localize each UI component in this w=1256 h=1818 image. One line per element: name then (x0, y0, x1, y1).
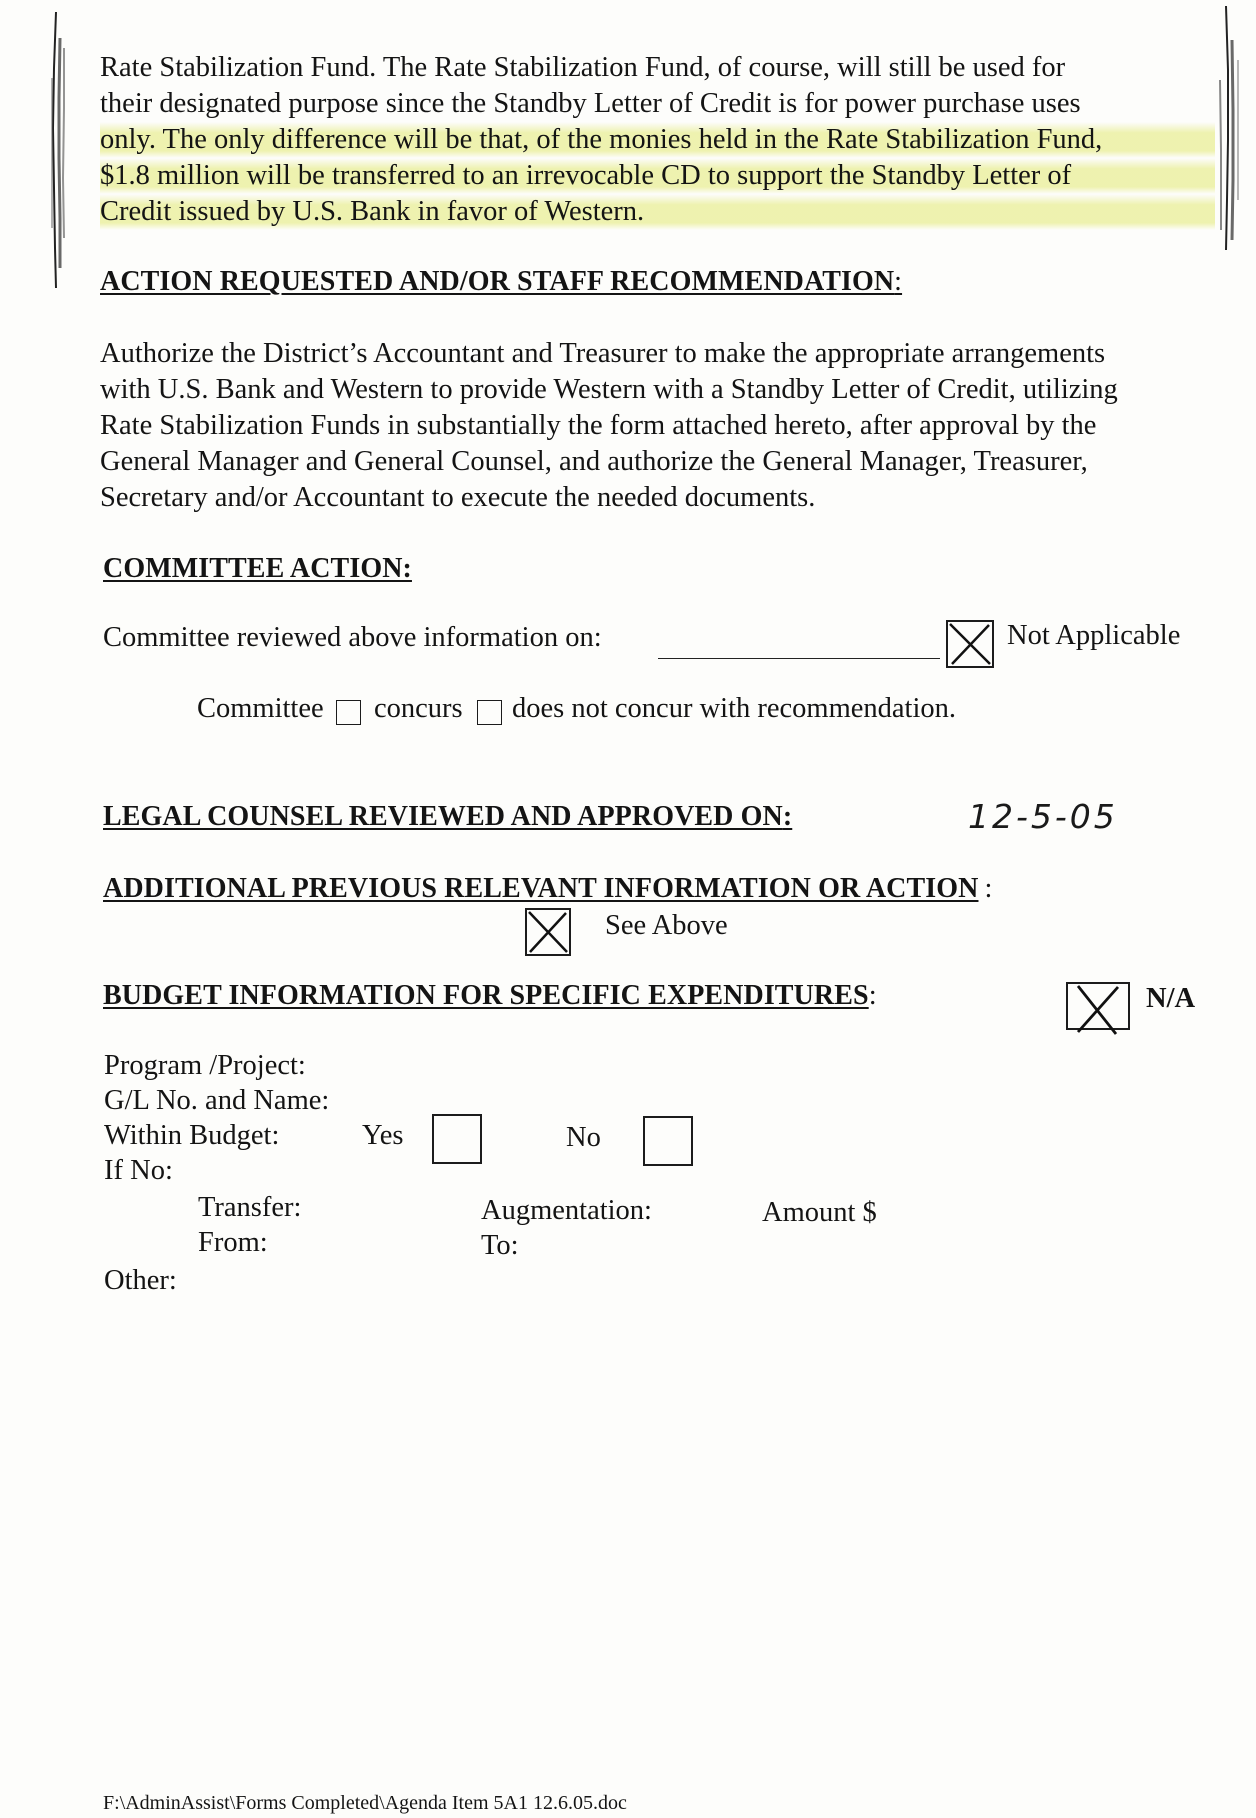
committee-reviewed-label: Committee reviewed above information on: (103, 622, 602, 653)
na-checkbox[interactable] (1066, 982, 1130, 1030)
committee-action-heading: COMMITTEE ACTION: (103, 553, 412, 584)
intro-line-1: Rate Stabilization Fund. The Rate Stabilization Fund, of course, will still be used for (100, 52, 1066, 83)
legal-counsel-heading-colon: : (782, 801, 793, 832)
see-above-label: See Above (605, 910, 728, 941)
budget-heading: BUDGET INFORMATION FOR SPECIFIC EXPENDITURES (103, 980, 869, 1011)
na-label: N/A (1146, 983, 1196, 1014)
committee-label: Committee (197, 693, 324, 724)
gl-label: G/L No. and Name: (104, 1085, 330, 1116)
intro-line-2: their designated purpose since the Standby Letter of Credit is for power purchase uses (100, 88, 1081, 119)
action-requested-heading-colon: : (894, 266, 903, 297)
legal-counsel-heading-row (103, 801, 792, 833)
action-requested-paragraph (100, 336, 1220, 516)
from-label: From: (198, 1227, 268, 1258)
x-mark-icon (948, 622, 992, 666)
not-applicable-label: Not Applicable (1007, 620, 1181, 651)
additional-info-heading-row (103, 873, 992, 905)
committee-blank-checkbox[interactable] (336, 700, 361, 725)
program-project-label: Program /Project: (104, 1050, 306, 1081)
additional-info-heading: ADDITIONAL PREVIOUS RELEVANT INFORMATION OR ACTION (103, 873, 979, 904)
other-label: Other: (104, 1265, 177, 1296)
augmentation-label: Augmentation: (481, 1195, 652, 1226)
budget-heading-row (103, 980, 877, 1012)
yes-label: Yes (362, 1120, 404, 1151)
footer-file-path: F:\AdminAssist\Forms Completed\Agenda Item 5A1 12.6.05.doc (103, 1792, 627, 1814)
intro-line-3: only. The only difference will be that, of the monies held in the Rate Stabilization Fund, (100, 122, 1215, 158)
action-line-4: General Manager and General Counsel, and authorize the General Manager, Treasurer, (100, 446, 1088, 477)
intro-line-5: Credit issued by U.S. Bank in favor of Western. (100, 194, 1215, 230)
action-line-2: with U.S. Bank and Western to provide Western with a Standby Letter of Credit, utilizing (100, 374, 1118, 405)
budget-heading-colon: : (868, 980, 877, 1011)
action-line-5: Secretary and/or Accountant to execute the needed documents. (100, 482, 816, 513)
not-applicable-checkbox[interactable] (946, 620, 994, 668)
action-requested-heading: ACTION REQUESTED AND/OR STAFF RECOMMENDATION (100, 266, 895, 297)
additional-info-heading-colon: : (984, 873, 993, 904)
no-label: No (566, 1122, 601, 1153)
concurs-label: concurs (374, 693, 463, 724)
action-requested-heading-row (100, 266, 902, 298)
intro-paragraph (100, 50, 1220, 230)
committee-reviewed-date-line[interactable] (658, 658, 940, 659)
x-mark-icon (1068, 984, 1128, 1036)
does-not-concur-label: does not concur with recommendation. (512, 693, 957, 724)
x-mark-icon (527, 910, 569, 954)
action-line-3: Rate Stabilization Funds in substantially the form attached hereto, after approval by the (100, 410, 1097, 441)
within-budget-yes-checkbox[interactable] (432, 1114, 482, 1164)
intro-line-4: $1.8 million will be transferred to an irrevocable CD to support the Standby Letter of (100, 158, 1215, 194)
transfer-label: Transfer: (198, 1192, 302, 1223)
action-line-1: Authorize the District’s Accountant and Treasurer to make the appropriate arrangements (100, 338, 1106, 369)
amount-label: Amount $ (762, 1197, 877, 1228)
if-no-label: If No: (104, 1155, 173, 1186)
see-above-checkbox[interactable] (525, 908, 571, 956)
left-margin-change-bar (40, 8, 80, 298)
to-label: To: (481, 1230, 519, 1261)
concurs-checkbox[interactable] (477, 700, 502, 725)
legal-counsel-handwritten-date: 12-5-05 (968, 797, 1118, 836)
within-budget-label: Within Budget: (104, 1120, 280, 1151)
within-budget-no-checkbox[interactable] (643, 1116, 693, 1166)
legal-counsel-heading: LEGAL COUNSEL REVIEWED AND APPROVED ON (103, 801, 783, 832)
